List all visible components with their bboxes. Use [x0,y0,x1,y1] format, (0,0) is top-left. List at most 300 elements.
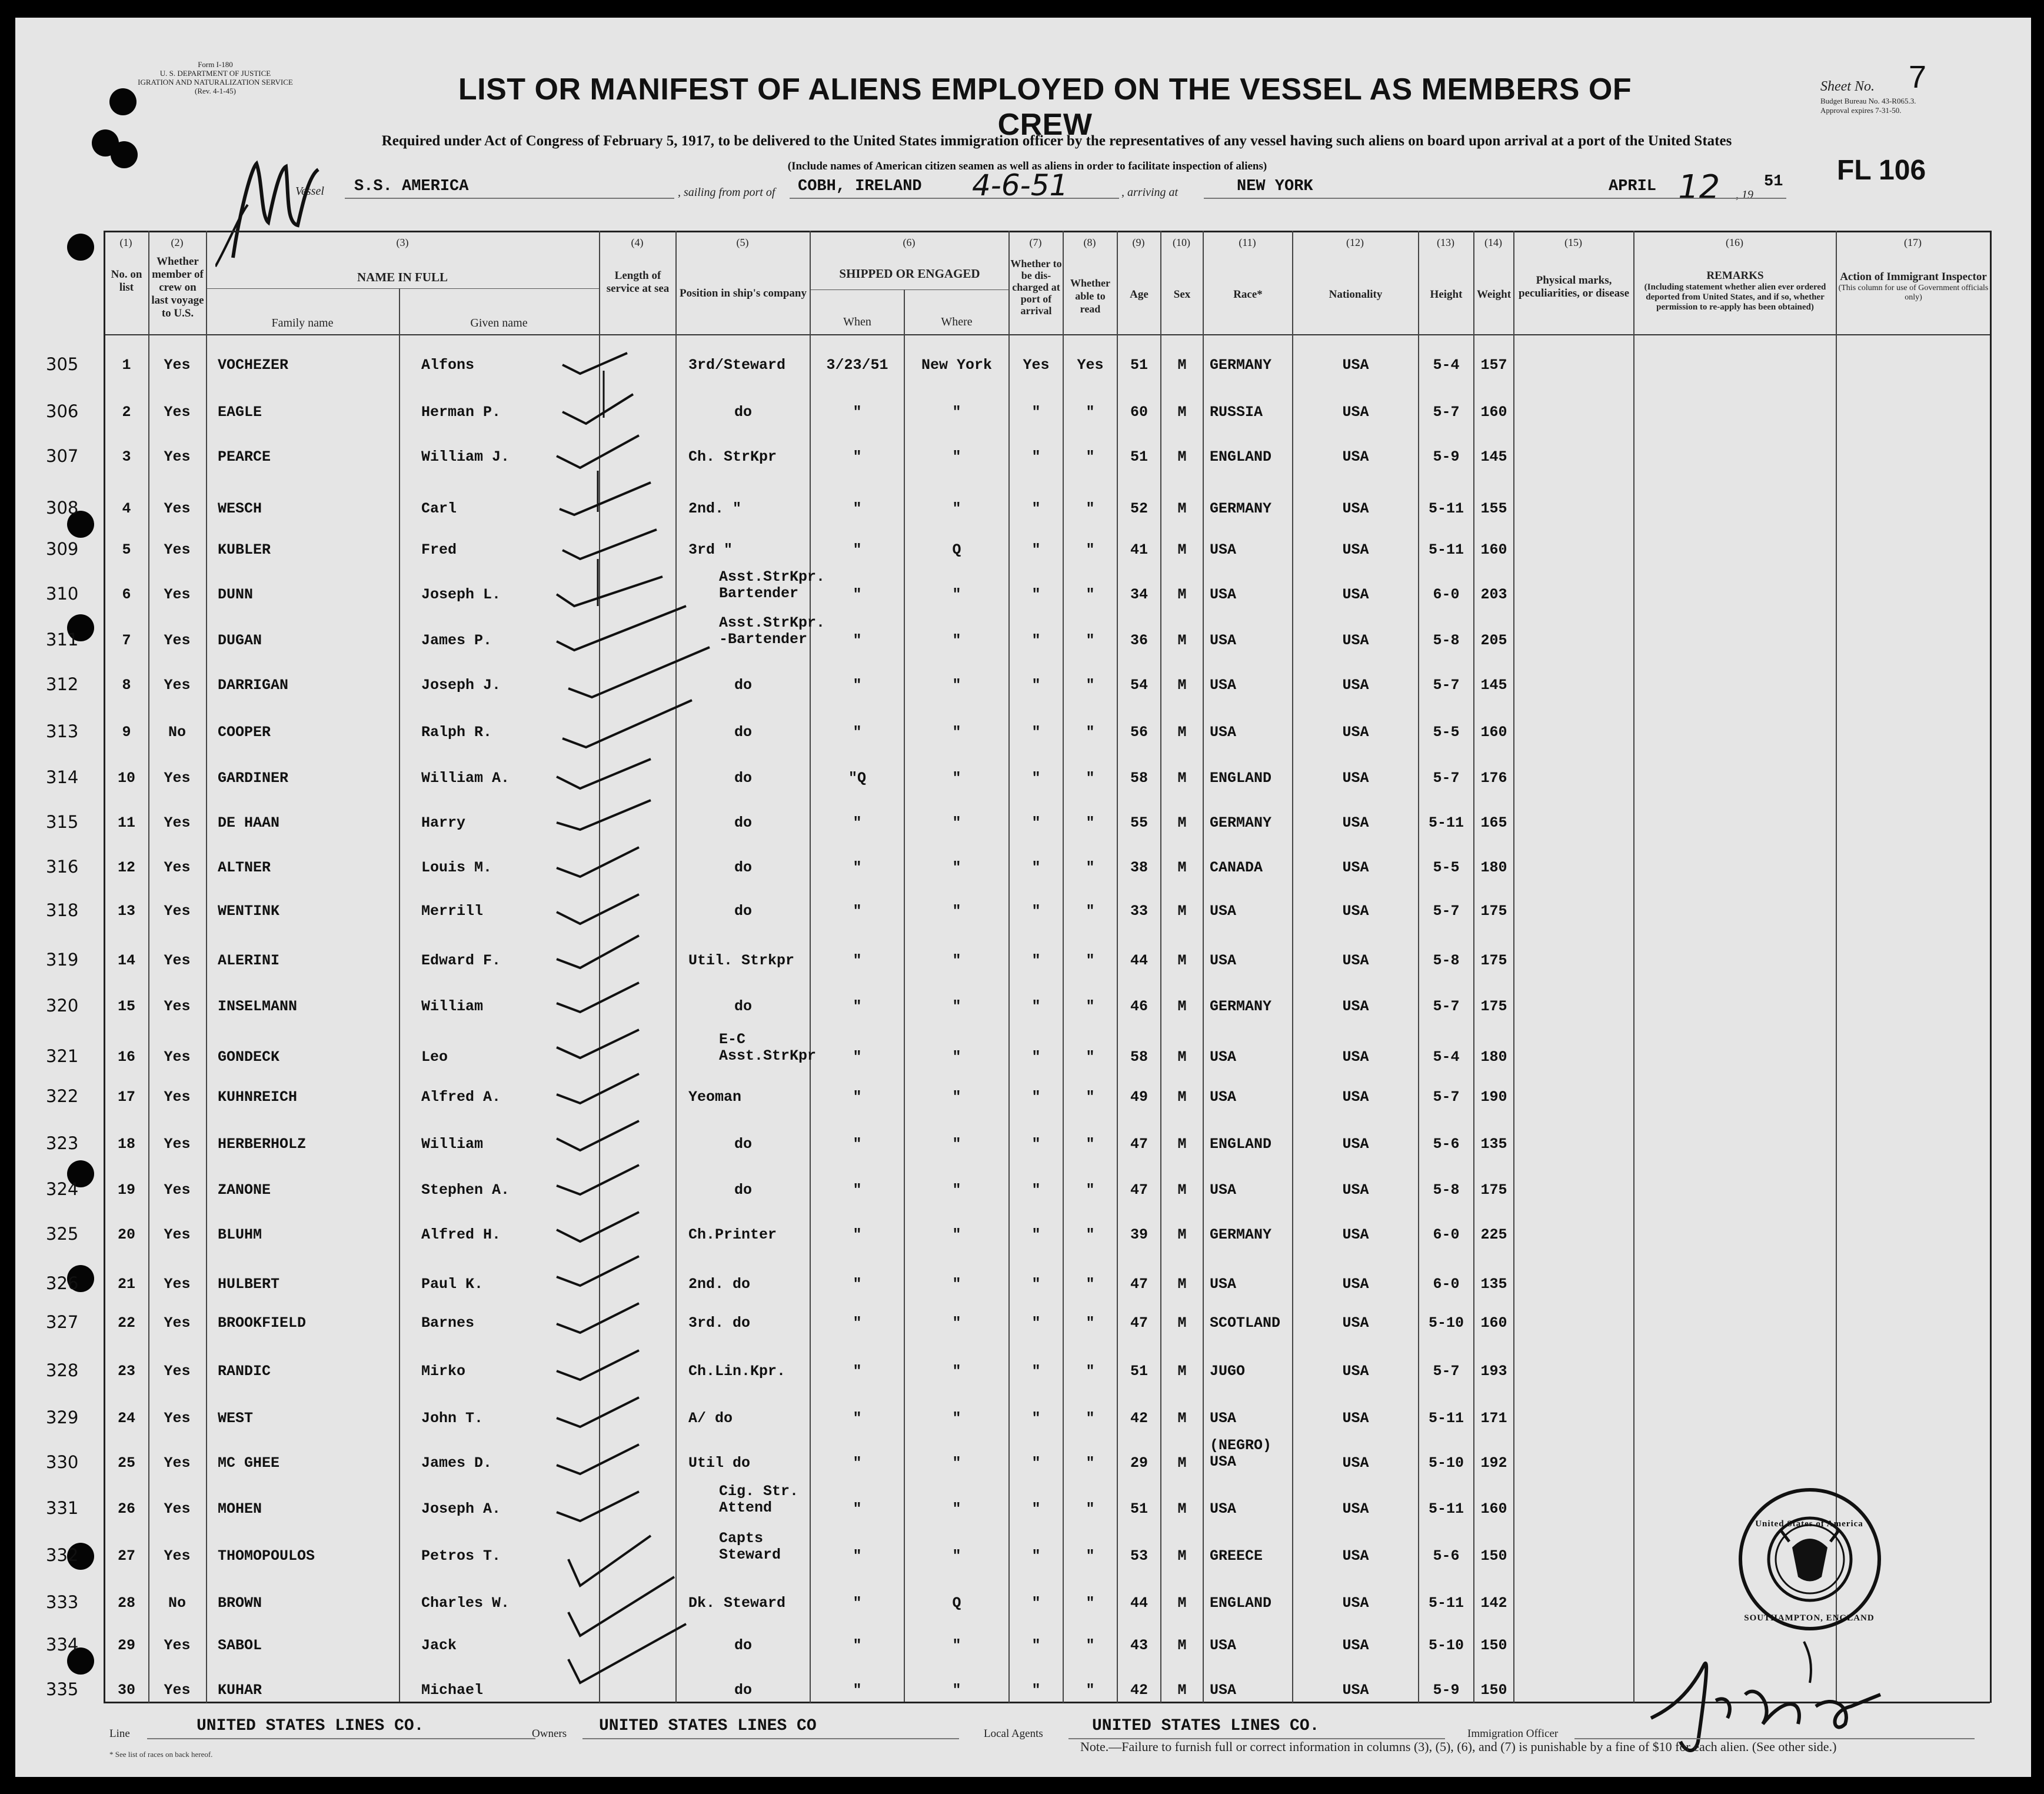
cell-when: " [853,1363,862,1380]
manifest-number: 322 [46,1086,79,1106]
cell-dis: " [1031,1314,1041,1332]
cell-age: 51 [1130,357,1148,374]
cell-when: " [853,1314,862,1332]
header-race: Race* [1233,288,1263,301]
cell-race: USA [1210,1089,1237,1106]
fl-number: FL 106 [1837,155,1926,186]
cell-mem: Yes [164,952,191,969]
cell-nat: USA [1342,586,1369,603]
cell-wt: 171 [1480,1410,1507,1427]
cell-ht: 5-11 [1428,1595,1464,1612]
cell-nat: USA [1342,1049,1369,1066]
cell-dis: " [1031,770,1041,787]
cell-sex: M [1177,998,1187,1015]
cell-ht: 6-0 [1433,586,1460,603]
cell-wt: 225 [1480,1226,1507,1243]
header-member-last-voyage: Whether member of crew on last voyage to U.S. [151,255,204,319]
cell-fam: BROOKFIELD [218,1314,307,1332]
cell-dis: " [1031,1136,1041,1153]
vessel-name: S.S. AMERICA [354,178,469,195]
cell-dis: " [1031,859,1041,876]
stamp-text-bottom: SOUTHAMPTON, ENGLAND [1744,1613,1875,1623]
arriving-at-port: NEW YORK [1237,178,1313,195]
cell-pos: Capts [719,1530,764,1547]
header-position: Position in ship's company [680,287,807,299]
cell-sex: M [1177,724,1187,741]
cell-ht: 5-4 [1433,1049,1460,1066]
cell-mem: Yes [164,998,191,1015]
cell-no: 27 [117,1547,135,1565]
cell-giv: Herman P. [421,404,501,421]
cell-race: GREECE [1210,1547,1263,1565]
cell-race: USA [1210,1276,1237,1293]
cell-nat: USA [1342,404,1369,421]
cell-ht: 5-7 [1433,1089,1460,1106]
cell-pos: 2nd. " [688,500,742,517]
cell-fam: DE HAAN [218,814,280,831]
cell-where: " [952,586,961,603]
cell-pos: do [734,677,752,694]
cell-nat: USA [1342,770,1369,787]
cell-sex: M [1177,1637,1187,1654]
cell-pos: do [734,724,752,741]
cell-mem: Yes [164,1049,191,1066]
header-when: When [843,315,871,328]
stamp-text-top: United States of America [1755,1519,1863,1529]
cell-ht: 5-11 [1428,541,1464,558]
manifest-number: 332 [46,1545,79,1565]
cell-race: USA [1210,1500,1237,1517]
cell-when: "Q [848,770,866,787]
cell-mem: Yes [164,500,191,517]
cell-pos: do [734,814,752,831]
cell-pos: Dk. Steward [688,1595,786,1612]
cell-dis: " [1031,1410,1041,1427]
cell-pos: Util. Strkpr [688,952,795,969]
cell-ht: 5-8 [1433,632,1460,649]
cell-age: 36 [1130,632,1148,649]
cell-read: " [1086,1547,1095,1565]
cell-pos: Bartender [719,585,799,602]
form-info [121,60,309,95]
cell-pos: Ch.Lin.Kpr. [688,1363,786,1380]
cell-giv: Stephen A. [421,1181,510,1199]
cell-read: Yes [1077,357,1104,374]
cell-race: USA [1210,1682,1237,1699]
cell-age: 54 [1130,677,1148,694]
year-suffix: 51 [1764,173,1783,191]
race-footnote: * See list of races on back hereof. [109,1750,213,1759]
cell-nat: USA [1342,1276,1369,1293]
cell-where: " [952,632,961,649]
cell-sex: M [1177,500,1187,517]
manifest-number: 309 [46,539,79,559]
cell-pos: Asst.StrKpr [719,1047,817,1064]
cell-fam: WESCH [218,500,262,517]
cell-wt: 142 [1480,1595,1507,1612]
cell-where: " [952,1454,961,1472]
cell-wt: 165 [1480,814,1507,831]
cell-giv: Paul K. [421,1276,484,1293]
cell-race: GERMANY [1210,500,1272,517]
cell-where: " [952,1049,961,1066]
cell-no: 23 [117,1363,135,1380]
cell-mem: Yes [164,632,191,649]
cell-when: " [853,952,862,969]
header-nationality: Nationality [1329,288,1383,301]
cell-fam: DARRIGAN [218,677,289,694]
sailing-label: , sailing from port of [678,186,775,199]
cell-when: " [853,677,862,694]
cell-race: ENGLAND [1210,1136,1272,1153]
line-label: Line [109,1728,130,1740]
cell-pos: Cig. Str. [719,1483,799,1500]
cell-pos: do [734,1181,752,1199]
cell-sex: M [1177,814,1187,831]
cell-race: USA [1210,632,1237,649]
cell-nat: USA [1342,448,1369,465]
cell-pos: do [734,404,752,421]
cell-mem: Yes [164,859,191,876]
cell-mem: Yes [164,1410,191,1427]
cell-wt: 150 [1480,1682,1507,1699]
cell-read: " [1086,1181,1095,1199]
cell-sex: M [1177,357,1187,374]
cell-nat: USA [1342,1595,1369,1612]
cell-nat: USA [1342,357,1369,374]
cell-nat: USA [1342,500,1369,517]
cell-wt: 175 [1480,998,1507,1015]
manifest-number: 328 [46,1360,79,1380]
cell-giv: William [421,998,484,1015]
cell-mem: Yes [164,770,191,787]
cell-read: " [1086,1637,1095,1654]
cell-giv: Leo [421,1049,448,1066]
cell-giv: Harry [421,814,466,831]
manifest-number: 331 [46,1498,79,1518]
manifest-number: 311 [46,630,79,650]
cell-age: 46 [1130,998,1148,1015]
cell-pos: do [734,770,752,787]
cell-nat: USA [1342,1547,1369,1565]
check-marks [533,335,745,1700]
sheet-number: 7 [1909,59,1927,95]
punch-hole [111,141,138,168]
manifest-number: 335 [46,1679,79,1699]
cell-dis: " [1031,952,1041,969]
sailing-from-port: COBH, IRELAND [798,178,922,195]
cell-race: GERMANY [1210,357,1272,374]
header-physical-marks: Physical marks, peculiarities, or disease [1518,274,1630,299]
cell-mem: No [168,724,186,741]
cell-fam: MOHEN [218,1500,262,1517]
arriving-label: , arriving at [1121,186,1179,199]
cell-wt: 157 [1480,357,1507,374]
cell-dis: " [1031,448,1041,465]
cell-wt: 180 [1480,1049,1507,1066]
cell-giv: Edward F. [421,952,501,969]
cell-no: 10 [117,770,135,787]
cell-race: USA [1210,677,1237,694]
cell-race: GERMANY [1210,814,1272,831]
cell-fam: HERBERHOLZ [218,1136,307,1153]
cell-where: Q [952,1595,961,1612]
cell-giv: John T. [421,1410,484,1427]
cell-read: " [1086,1363,1095,1380]
cell-when: " [853,448,862,465]
cell-pos: 3rd. do [688,1314,751,1332]
cell-giv: William A. [421,770,510,787]
cell-fam: THOMOPOULOS [218,1547,315,1565]
cell-nat: USA [1342,1682,1369,1699]
manifest-number: 307 [46,446,79,466]
cell-sex: M [1177,541,1187,558]
cell-dis: Yes [1023,357,1050,374]
cell-when: " [853,586,862,603]
cell-ht: 5-8 [1433,952,1460,969]
cell-no: 24 [117,1410,135,1427]
punch-hole [67,234,94,261]
cell-giv: Joseph A. [421,1500,501,1517]
cell-ht: 5-7 [1433,770,1460,787]
cell-nat: USA [1342,859,1369,876]
cell-pos: Yeoman [688,1089,742,1106]
cell-no: 28 [117,1595,135,1612]
cell-dis: " [1031,632,1041,649]
cell-mem: Yes [164,357,191,374]
cell-no: 1 [122,357,131,374]
cell-sex: M [1177,1595,1187,1612]
cell-age: 52 [1130,500,1148,517]
cell-no: 26 [117,1500,135,1517]
cell-race: CANADA [1210,859,1263,876]
cell-no: 3 [122,448,131,465]
cell-ht: 5-10 [1428,1314,1464,1332]
arrival-month: APRIL [1609,178,1657,195]
cell-where: " [952,903,961,920]
cell-where: " [952,952,961,969]
cell-race: USA [1210,1049,1237,1066]
cell-where: " [952,1136,961,1153]
header-where: Where [941,315,973,328]
cell-where: " [952,500,961,517]
cell-no: 15 [117,998,135,1015]
cell-age: 44 [1130,1595,1148,1612]
header-no-on-list: No. on list [111,268,142,294]
cell-sex: M [1177,1547,1187,1565]
cell-giv: Petros T. [421,1547,501,1565]
owners-label: Owners [532,1728,567,1740]
cell-pos: E-C [719,1031,746,1048]
cell-dis: " [1031,1637,1041,1654]
cell-fam: DUGAN [218,632,262,649]
cell-nat: USA [1342,1500,1369,1517]
cell-age: 51 [1130,1363,1148,1380]
subtitle-note: (Include names of American citizen seamen as well as aliens in order to facilitate inspection of aliens) [787,160,1267,172]
cell-age: 51 [1130,1500,1148,1517]
cell-no: 17 [117,1089,135,1106]
cell-read: " [1086,404,1095,421]
cell-ht: 5-9 [1433,448,1460,465]
cell-dis: " [1031,500,1041,517]
cell-age: 44 [1130,952,1148,969]
cell-where: " [952,404,961,421]
cell-where: " [952,1547,961,1565]
manifest-number: 325 [46,1224,79,1244]
cell-giv: William J. [421,448,510,465]
cell-pos: Asst.StrKpr. [719,614,825,631]
cell-read: " [1086,500,1095,517]
cell-giv: Charles W. [421,1595,510,1612]
cell-age: 39 [1130,1226,1148,1243]
cell-wt: 155 [1480,500,1507,517]
manifest-number: 327 [46,1312,79,1332]
manifest-number: 321 [46,1046,79,1066]
cell-mem: Yes [164,1363,191,1380]
cell-pos: Ch.Printer [688,1226,777,1243]
cell-age: 56 [1130,724,1148,741]
cell-age: 58 [1130,770,1148,787]
cell-race: USA [1210,1453,1237,1470]
cell-wt: 175 [1480,903,1507,920]
cell-mem: Yes [164,586,191,603]
cell-mem: Yes [164,541,191,558]
cell-nat: USA [1342,541,1369,558]
cell-read: " [1086,541,1095,558]
line-value: UNITED STATES LINES CO. [197,1717,424,1735]
cell-age: 55 [1130,814,1148,831]
cell-sex: M [1177,1089,1187,1106]
cell-when: " [853,1089,862,1106]
header-family-name: Family name [271,317,334,329]
cell-no: 9 [122,724,131,741]
cell-fam: ZANONE [218,1181,271,1199]
cell-age: 58 [1130,1049,1148,1066]
cell-no: 7 [122,632,131,649]
cell-when: " [853,1136,862,1153]
cell-when: " [853,1682,862,1699]
cell-race: GERMANY [1210,1226,1272,1243]
cell-fam: SABOL [218,1637,262,1654]
cell-pos: 2nd. do [688,1276,751,1293]
header-shipped-engaged: SHIPPED OR ENGAGED [839,267,980,281]
cell-fam: WEST [218,1410,254,1427]
cell-sex: M [1177,859,1187,876]
cell-dis: " [1031,1454,1041,1472]
cell-dis: " [1031,1181,1041,1199]
cell-nat: USA [1342,903,1369,920]
cell-nat: USA [1342,998,1369,1015]
cell-wt: 190 [1480,1089,1507,1106]
cell-sex: M [1177,952,1187,969]
cell-no: 14 [117,952,135,969]
cell-ht: 5-5 [1433,724,1460,741]
cell-ht: 5-11 [1428,1500,1464,1517]
manifest-number: 310 [46,584,79,604]
cell-dis: " [1031,1049,1041,1066]
cell-no: 13 [117,903,135,920]
cell-nat: USA [1342,632,1369,649]
cell-race: USA [1210,1181,1237,1199]
cell-ht: 5-7 [1433,1363,1460,1380]
cell-wt: 150 [1480,1637,1507,1654]
manifest-number: 318 [46,900,79,920]
cell-nat: USA [1342,1181,1369,1199]
cell-ht: 6-0 [1433,1226,1460,1243]
cell-age: 42 [1130,1410,1148,1427]
cell-race: USA [1210,952,1237,969]
cell-giv: Fred [421,541,457,558]
cell-age: 29 [1130,1454,1148,1472]
cell-giv: Michael [421,1682,484,1699]
cell-mem: Yes [164,1454,191,1472]
cell-mem: Yes [164,1314,191,1332]
cell-when: " [853,724,862,741]
cell-age: 38 [1130,859,1148,876]
cell-when: 3/23/51 [826,357,888,374]
department: U. S. DEPARTMENT OF JUSTICE [159,69,271,78]
manifest-number: 308 [46,498,79,518]
cell-wt: 176 [1480,770,1507,787]
cell-nat: USA [1342,1637,1369,1654]
handwritten-initials [215,146,368,269]
arrival-day: 12 [1678,168,1720,207]
cell-wt: 150 [1480,1547,1507,1565]
cell-read: " [1086,1276,1095,1293]
cell-race: USA [1210,1410,1237,1427]
cell-when: " [853,1226,862,1243]
manifest-number: 312 [46,674,79,694]
cell-giv: Carl [421,500,457,517]
manifest-number: 315 [46,812,79,832]
cell-ht: 5-10 [1428,1637,1464,1654]
cell-mem: Yes [164,1181,191,1199]
cell-pos: do [734,998,752,1015]
cell-when: " [853,541,862,558]
cell-wt: 203 [1480,586,1507,603]
cell-read: " [1086,1500,1095,1517]
cell-dis: " [1031,1276,1041,1293]
cell-no: 22 [117,1314,135,1332]
handwritten-date: 4-6-51 [972,168,1068,202]
form-number: Form I-180 [198,60,233,69]
cell-pos: 3rd " [688,541,733,558]
cell-read: " [1086,859,1095,876]
manifest-number: 323 [46,1133,79,1153]
manifest-number: 329 [46,1407,79,1427]
page-title: LIST OR MANIFEST OF ALIENS EMPLOYED ON THE VESSEL AS MEMBERS OF CREW [458,72,1632,142]
cell-pos: Util do [688,1454,751,1472]
manifest-number: 314 [46,767,79,787]
cell-age: 42 [1130,1682,1148,1699]
cell-when: " [853,1637,862,1654]
manifest-number: 313 [46,721,79,741]
cell-dis: " [1031,586,1041,603]
cell-sex: M [1177,1276,1187,1293]
cell-race: ENGLAND [1210,1595,1272,1612]
cell-no: 18 [117,1136,135,1153]
cell-when: " [853,903,862,920]
header-action-inspector: Action of Immigrant Inspector (This column for use of Government officials only) [1838,271,1989,302]
cell-nat: USA [1342,1314,1369,1332]
cell-giv: James P. [421,632,492,649]
header-discharged: Whether to be dis-charged at port of arrival [1010,258,1062,317]
cell-ht: 5-11 [1428,1410,1464,1427]
header-given-name: Given name [470,317,528,329]
cell-no: 25 [117,1454,135,1472]
cell-age: 51 [1130,448,1148,465]
cell-race: GERMANY [1210,998,1272,1015]
